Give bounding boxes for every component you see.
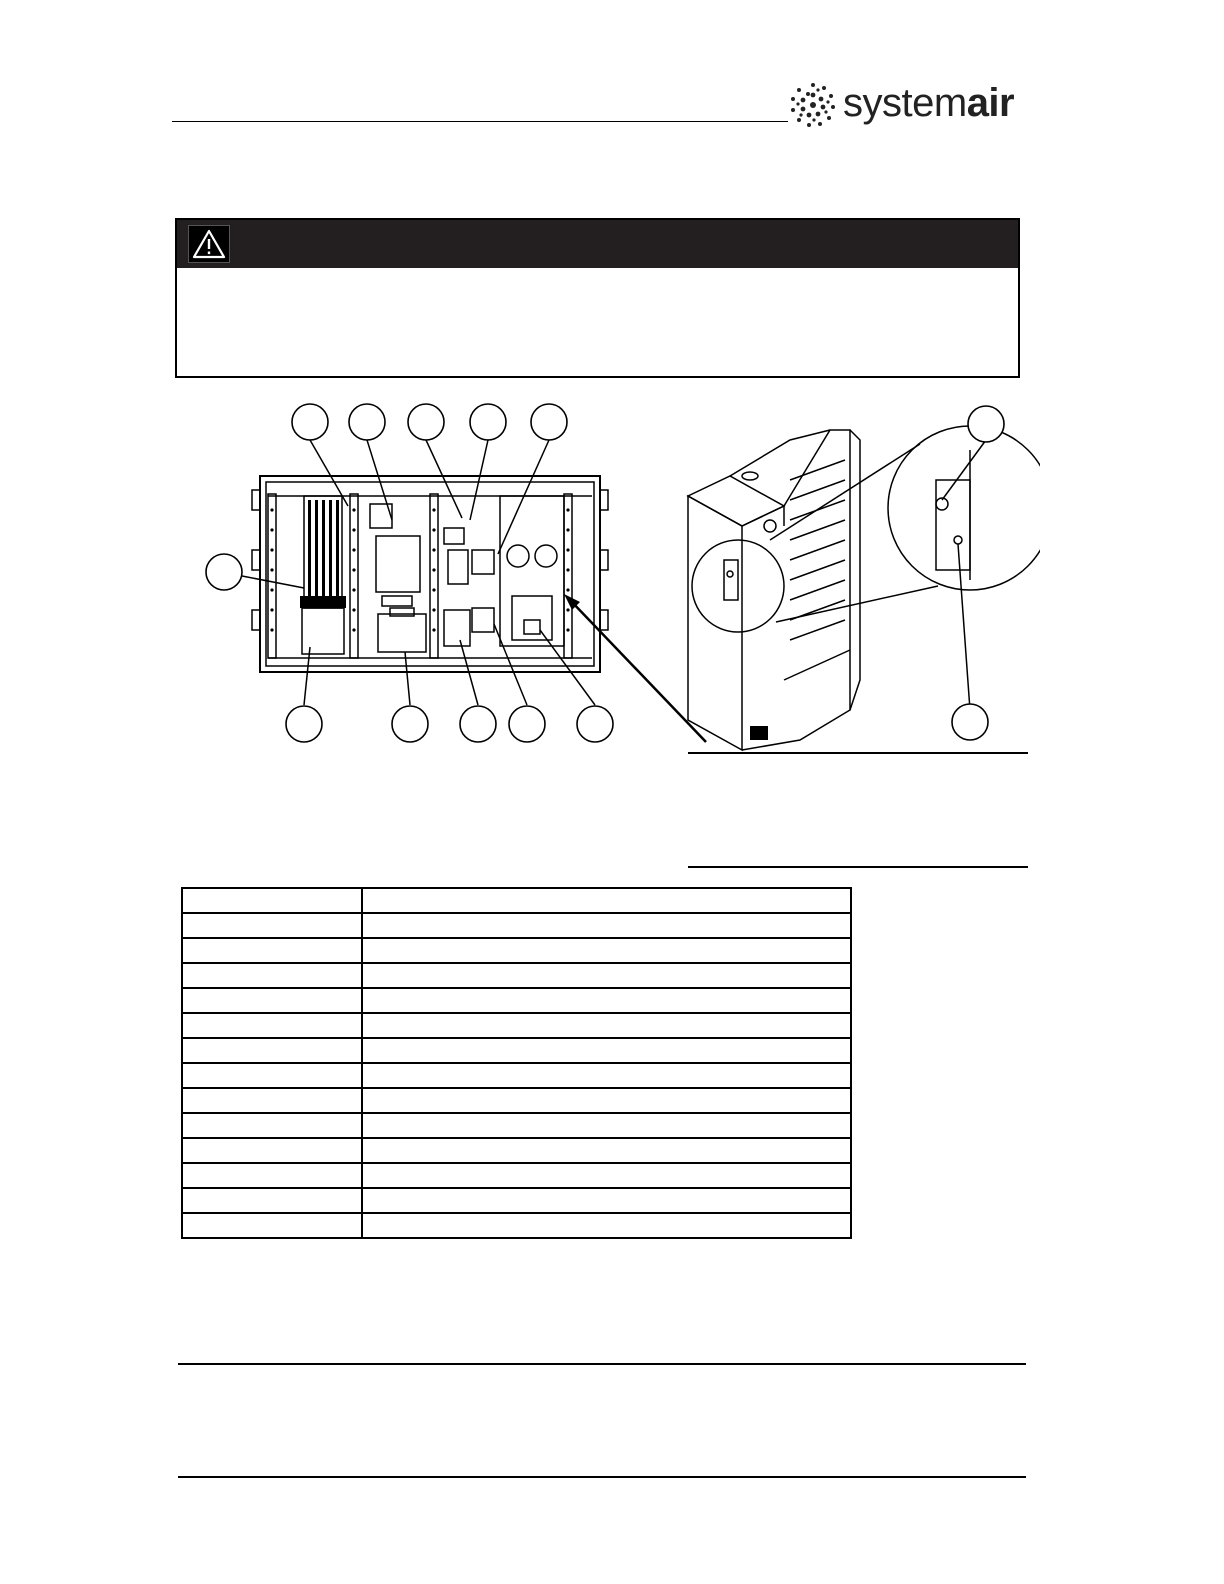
table-cell-item <box>182 988 362 1013</box>
parts-table <box>181 887 852 1239</box>
table-cell-description <box>362 963 851 988</box>
callout-circle <box>509 706 545 742</box>
callout-circle <box>531 404 567 440</box>
table-cell-item <box>182 963 362 988</box>
callout-circle <box>392 706 428 742</box>
table-row <box>182 1013 851 1038</box>
table-row <box>182 1163 851 1188</box>
table-row <box>182 1188 851 1213</box>
footer-rule <box>178 1476 1026 1478</box>
table-row <box>182 1088 851 1113</box>
callout-circle <box>470 404 506 440</box>
table-row <box>182 938 851 963</box>
caption-rule-top <box>688 752 1028 754</box>
table-cell-description <box>362 938 851 963</box>
table-cell-item <box>182 1138 362 1163</box>
table-cell-item <box>182 938 362 963</box>
caption-rule-bottom <box>688 866 1028 868</box>
table-row <box>182 988 851 1013</box>
table-row <box>182 888 851 913</box>
table-cell-item <box>182 1163 362 1188</box>
callout-circle <box>286 706 322 742</box>
warning-triangle-icon <box>188 225 230 263</box>
header-rule <box>172 121 788 122</box>
table-row <box>182 1138 851 1163</box>
table-row <box>182 1038 851 1063</box>
table-cell-description <box>362 1013 851 1038</box>
table-cell-description <box>362 1063 851 1088</box>
callout-circle <box>460 706 496 742</box>
table-row <box>182 1213 851 1238</box>
table-cell-description <box>362 988 851 1013</box>
table-cell-item <box>182 888 362 913</box>
table-cell-description <box>362 913 851 938</box>
callout-circle <box>408 404 444 440</box>
table-cell-item <box>182 913 362 938</box>
table-cell-description <box>362 1213 851 1238</box>
table-row <box>182 1113 851 1138</box>
table-row <box>182 913 851 938</box>
warning-header-bar <box>177 220 1018 268</box>
callout-circle <box>206 554 242 590</box>
logo-text-bold: air <box>966 81 1015 125</box>
table-row <box>182 963 851 988</box>
table-cell-item <box>182 1013 362 1038</box>
callout-circle <box>349 404 385 440</box>
warning-box <box>175 218 1020 378</box>
callout-circle <box>952 704 988 740</box>
table-cell-item <box>182 1038 362 1063</box>
systemair-dot-logo-icon <box>788 80 838 130</box>
section-rule <box>178 1363 1026 1365</box>
table-row <box>182 1063 851 1088</box>
table-cell-item <box>182 1188 362 1213</box>
callout-circle <box>968 406 1004 442</box>
table-cell-item <box>182 1063 362 1088</box>
brand-logo <box>843 78 1014 128</box>
table-cell-description <box>362 1113 851 1138</box>
duct-heater-drawing <box>680 400 1040 760</box>
table-cell-description <box>362 888 851 913</box>
table-cell-item <box>182 1088 362 1113</box>
table-cell-description <box>362 1188 851 1213</box>
callout-circle <box>292 404 328 440</box>
logo-text-regular: system <box>843 81 967 125</box>
table-cell-item <box>182 1213 362 1238</box>
table-cell-description <box>362 1038 851 1063</box>
table-cell-description <box>362 1138 851 1163</box>
table-cell-item <box>182 1113 362 1138</box>
table-cell-description <box>362 1088 851 1113</box>
table-cell-description <box>362 1163 851 1188</box>
